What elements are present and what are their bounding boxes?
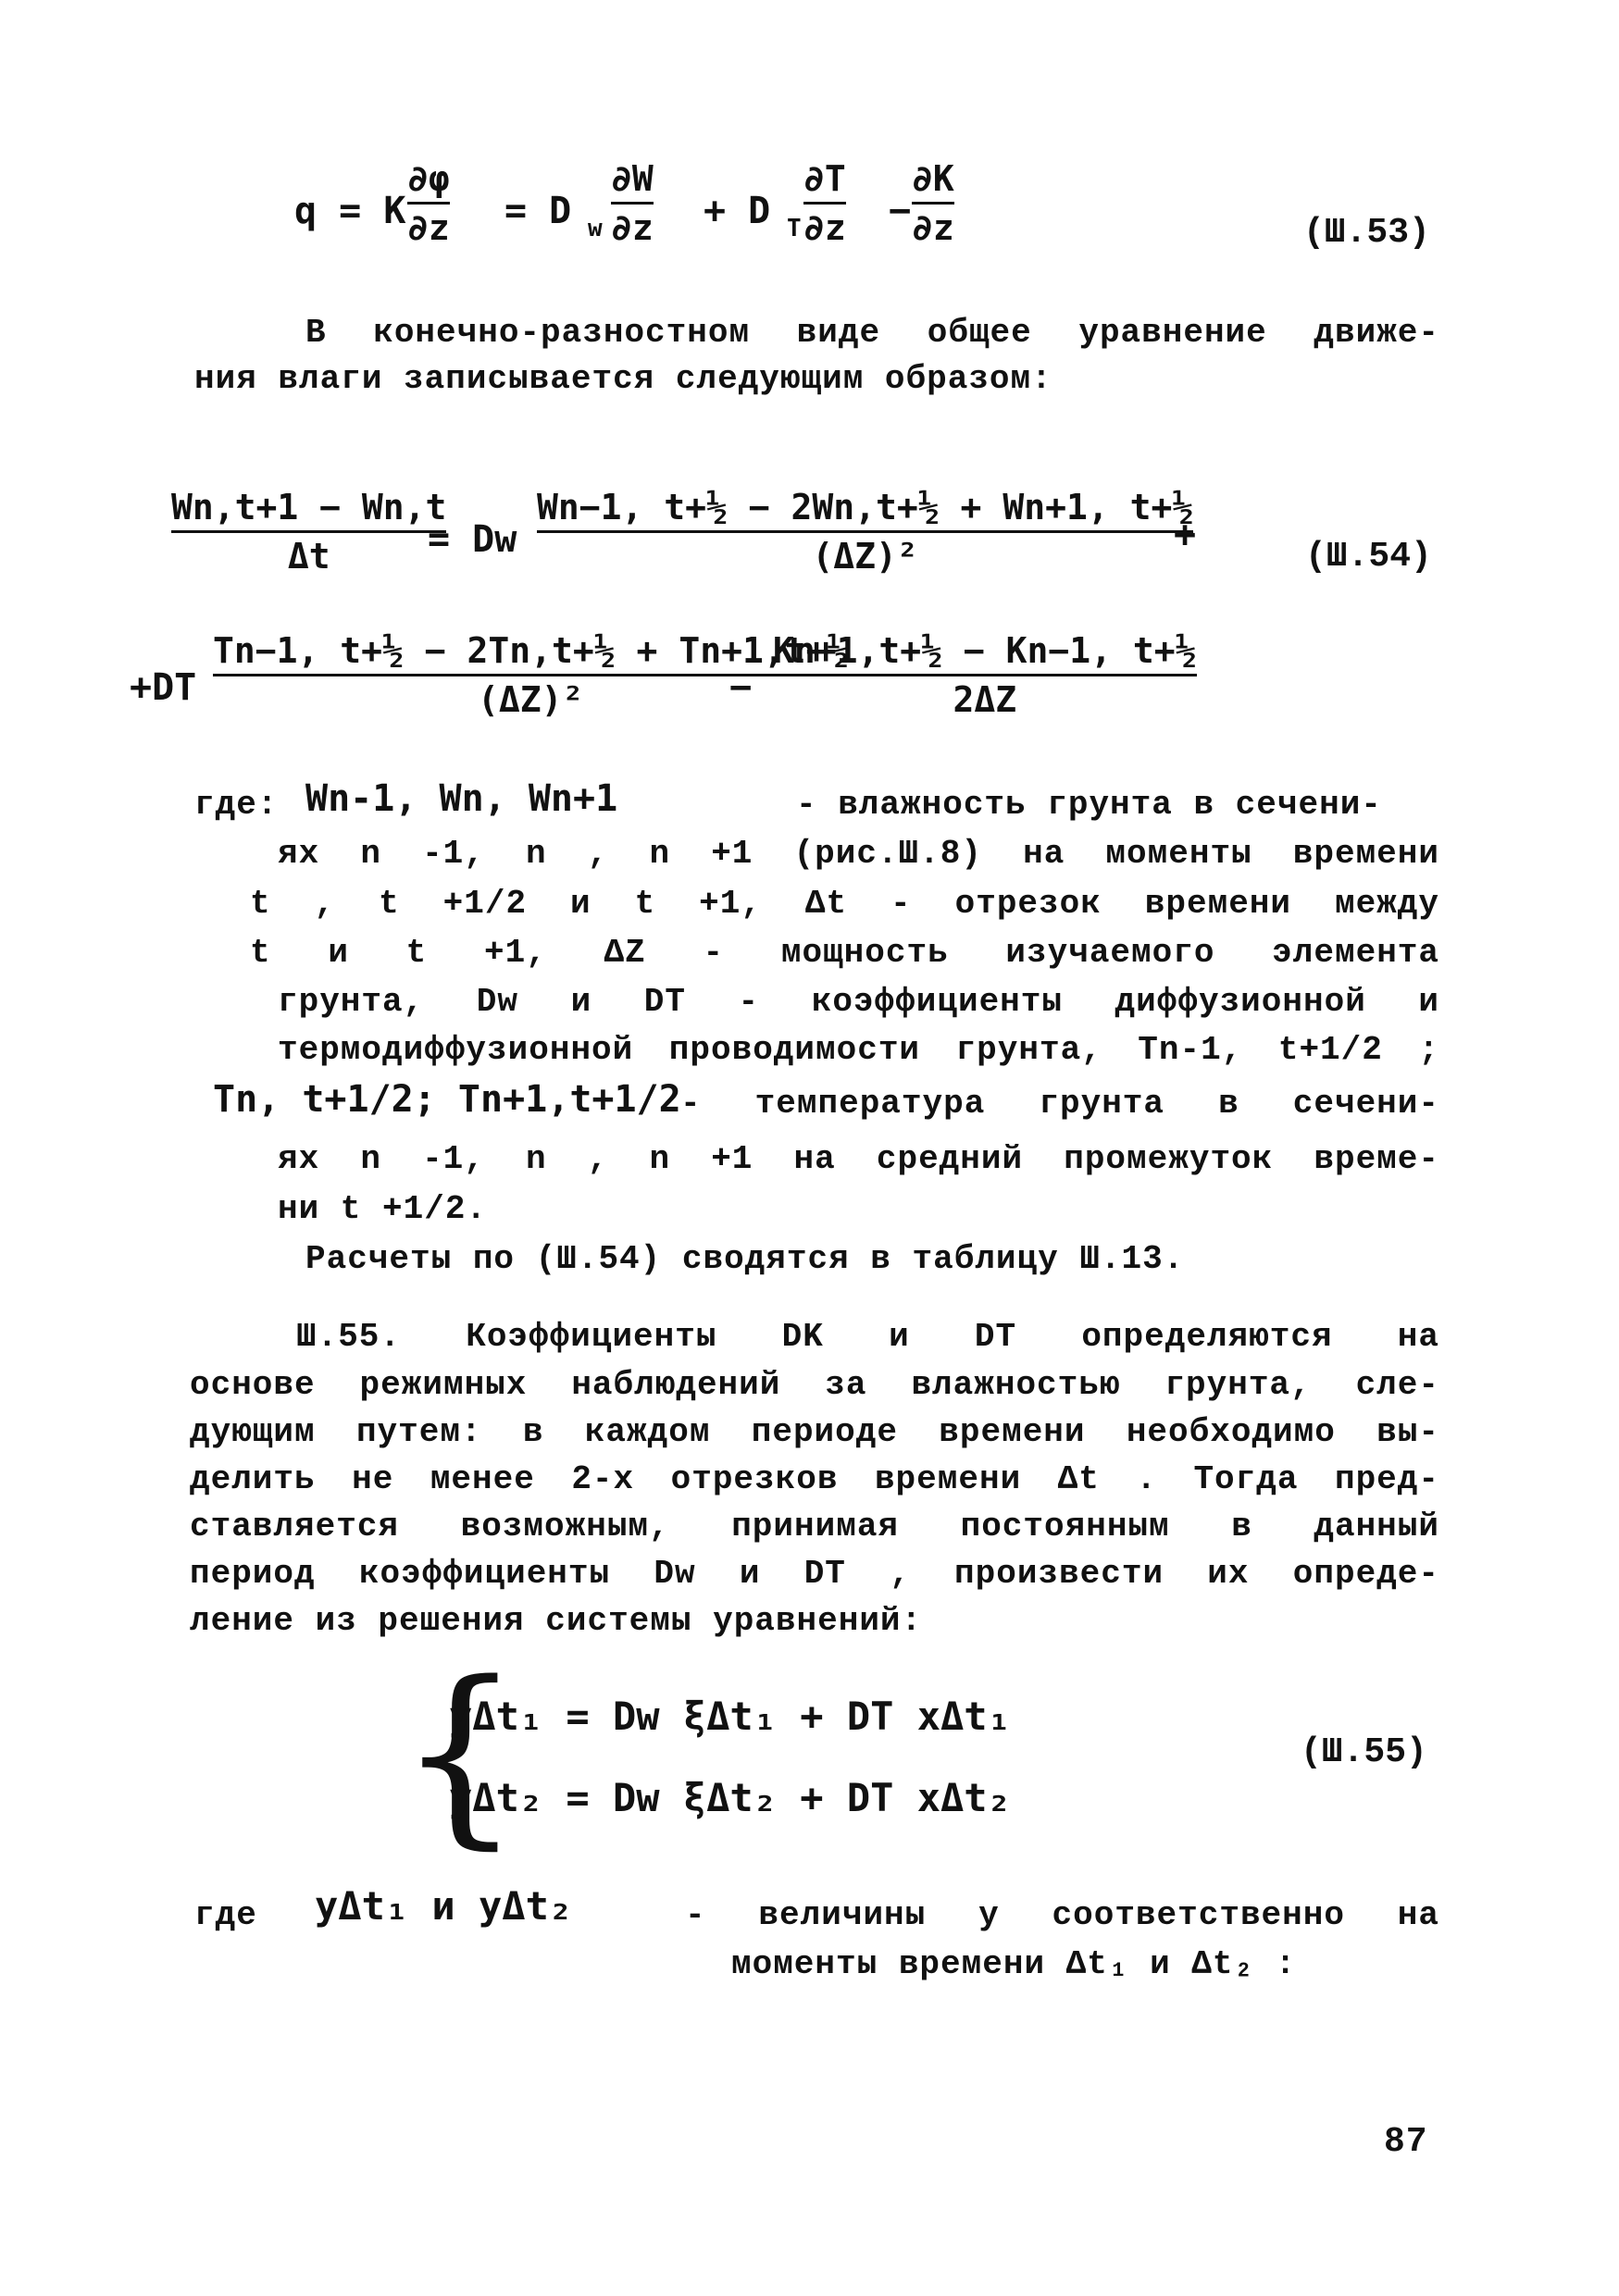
eq54-frac-1-num: Wn,t+1 − Wn,t [171, 487, 447, 527]
where54-label: где: [194, 786, 279, 824]
eq54-frac-1-den: Δt [287, 536, 330, 577]
where54-line-2: ях n -1, n , n +1 (рис.Ш.8) на моменты времени [278, 835, 1439, 873]
eq55-row-2: yΔt₂ = Dw ξΔt₂ + DT xΔt₂ [449, 1775, 1011, 1820]
eq54-plus-end: + [1174, 514, 1197, 556]
eq54-frac-3 [213, 629, 848, 721]
eq53-frac-1-den: ∂z [407, 207, 450, 248]
where54-line-6: термодиффузионной проводимости грунта, Tn-1, t+1/2 ; [278, 1031, 1439, 1069]
eq53-frac-1 [407, 157, 450, 249]
intro-line-1: В конечно-разностном виде общее уравнение движе- [305, 314, 1439, 352]
eq53-lhs: q = K [294, 190, 406, 232]
eq53-frac-3-num: ∂T [803, 158, 846, 199]
eq54-plus-dt: +DT [130, 666, 197, 709]
where54-line-1: - влажность грунта в сечени- [796, 786, 1382, 824]
eq53-plus-dt: + D [704, 190, 771, 232]
eq54-equals-dw: = Dw [428, 518, 517, 561]
where54-line-4: t и t +1, ΔZ - мощность изучаемого элемента [250, 934, 1439, 972]
eq53-frac-4 [912, 157, 954, 249]
eq54-frac-4-den: 2ΔZ [953, 679, 1017, 720]
eq53-frac-3-den: ∂z [803, 207, 846, 248]
where54-line-5: грунта, Dw и DT - коэффициенты диффузионной и [278, 983, 1439, 1021]
p55-line-4: делить не менее 2-х отрезков времени Δt . Тогда пред- [190, 1460, 1439, 1498]
eq53-frac-4-den: ∂z [912, 207, 954, 248]
where54-line-3: t , t +1/2 и t +1, Δt - отрезок времени между [250, 885, 1439, 923]
where55-symbols: yΔt₁ и yΔt₂ [315, 1883, 573, 1929]
eq55-number: (Ш.55) [1301, 1732, 1427, 1772]
p55-line-3: дующим путем: в каждом периоде времени необходимо вы- [190, 1413, 1439, 1451]
where54-line-7: - температура грунта в сечени- [680, 1085, 1439, 1123]
eq55-row-1: yΔt₁ = Dw ξΔt₁ + DT xΔt₁ [449, 1694, 1011, 1739]
eq54-minus: − [729, 666, 753, 709]
eq53-frac-2-den: ∂z [611, 207, 654, 248]
where54-line-9: ни t +1/2. [278, 1190, 488, 1228]
where55-line-2: моменты времени Δt₁ и Δt₂ : [731, 1945, 1297, 1983]
eq53-frac-4-num: ∂K [912, 158, 954, 199]
eq54-frac-4 [773, 629, 1197, 721]
eq53-equals-dw: = D [504, 190, 572, 232]
p55-line-2: основе режимных наблюдений за влажностью грунта, сле- [190, 1366, 1439, 1404]
eq54-frac-2 [537, 486, 1193, 577]
eq53-frac-3 [803, 157, 846, 249]
where54-line-10: Расчеты по (Ш.54) сводятся в таблицу Ш.13. [305, 1240, 1185, 1278]
where54-temp-symbols: Tn, t+1/2; Tn+1,t+1/2 [213, 1078, 681, 1121]
p55-line-7: ление из решения системы уравнений: [190, 1602, 923, 1640]
eq53-frac-2-num: ∂W [611, 158, 654, 199]
intro-line-2: ния влаги записывается следующим образом: [194, 360, 1052, 398]
p55-line-1: Ш.55. Коэффициенты DK и DT определяются на [296, 1318, 1439, 1356]
eq54-frac-3-den: (ΔZ)² [477, 679, 584, 720]
where54-line-8: ях n -1, n , n +1 на средний промежуток време- [278, 1140, 1439, 1178]
p55-line-6: период коэффициенты Dw и DT , произвести их опреде- [190, 1555, 1439, 1593]
eq54-frac-2-den: (ΔZ)² [812, 536, 918, 577]
eq53-frac-1-num: ∂φ [407, 158, 450, 199]
where55-line-1: - величины y соответственно на [685, 1896, 1439, 1934]
eq54-number: (Ш.54) [1305, 537, 1432, 577]
page-number: 87 [1384, 2122, 1428, 2162]
eq54-frac-1 [171, 486, 446, 577]
p55-line-5: ставляется возможным, принимая постоянным в данный [190, 1508, 1439, 1545]
eq53-dw-sub: w [588, 215, 603, 242]
eq54-frac-4-num: Kn+1,t+½ − Kn−1, t+½ [773, 630, 1197, 671]
where55-label: где [194, 1896, 257, 1934]
eq53-minus: − [889, 190, 912, 232]
eq53-frac-2 [611, 157, 654, 249]
eq55-brace: { [398, 1640, 522, 1867]
eq54-frac-3-num: Tn−1, t+½ − 2Tn,t+½ + Tn+1,t+½ [213, 630, 849, 671]
where54-symbols: Wn-1, Wn, Wn+1 [305, 777, 618, 820]
eq54-frac-2-num: Wn−1, t+½ − 2Wn,t+½ + Wn+1, t+½ [537, 487, 1194, 527]
eq53-dt-sub: T [787, 215, 802, 242]
eq53-number: (Ш.53) [1303, 213, 1430, 253]
